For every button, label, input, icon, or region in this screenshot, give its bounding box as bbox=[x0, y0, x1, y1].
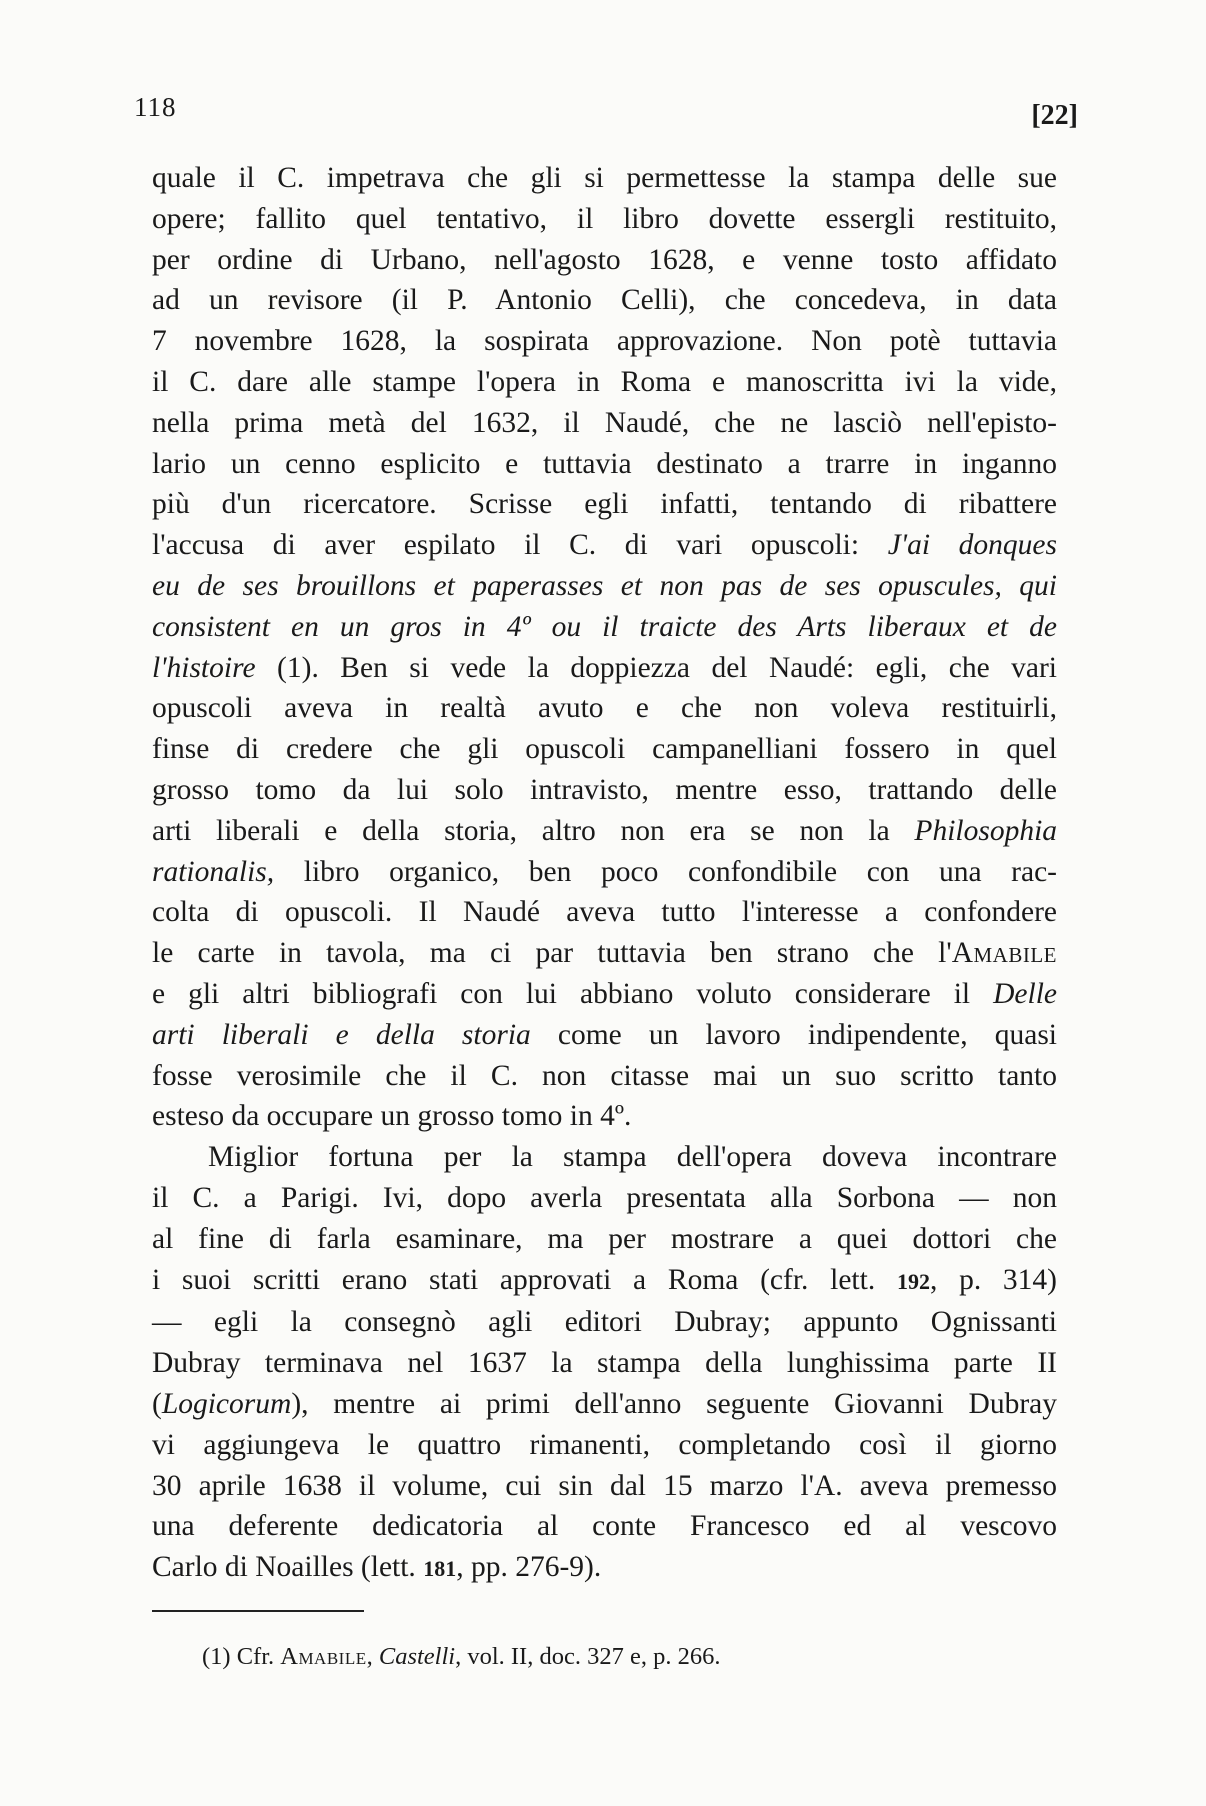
text-segment: e gli altri bibliografi con lui abbiano voluto considerare il bbox=[152, 977, 971, 1010]
text-line: 7 novembre 1628, la sospirata approvazione. Non potè tuttavia bbox=[152, 325, 1057, 358]
text-line bbox=[152, 525, 1057, 566]
text-line: più d'un ricercatore. Scrisse egli infatti, tentando di ribattere bbox=[152, 488, 1057, 521]
small-caps-name: Amabile bbox=[951, 937, 1057, 970]
text-line: vi aggiungeva le quattro rimanenti, completando così il giorno bbox=[152, 1428, 1057, 1461]
text-segment: ), mentre ai primi dell'anno seguente Giovanni Dubray bbox=[291, 1387, 1057, 1420]
text-line: — egli la consegnò agli editori Dubray; appunto Ognissanti bbox=[152, 1306, 1057, 1339]
text-line: nella prima metà del 1632, il Naudé, che ne lasciò nell'episto- bbox=[152, 406, 1057, 439]
text-segment: , p. 314) bbox=[929, 1263, 1058, 1296]
text-line: Dubray terminava nel 1637 la stampa della lunghissima parte II bbox=[152, 1347, 1057, 1380]
text-line: il C. dare alle stampe l'opera in Roma e manoscritta ivi la vide, bbox=[152, 365, 1057, 398]
text-segment: libro organico, ben poco confondibile con una rac- bbox=[303, 855, 1058, 888]
italic-title: rationalis, bbox=[152, 855, 275, 888]
text-segment: le carte in tavola, ma ci par tuttavia ben strano che l' bbox=[152, 937, 952, 970]
italic-title: Logicorum bbox=[161, 1387, 292, 1420]
italic-quotation: l'histoire bbox=[152, 651, 256, 684]
paragraph-1 bbox=[152, 158, 1057, 1137]
text-line: grosso tomo da lui solo intravisto, mentre esso, trattando delle bbox=[152, 773, 1057, 806]
italic-quotation-line: consistent en un gros in 4º ou il traicte des Arts liberaux et de bbox=[152, 610, 1057, 643]
text-segment: , pp. 276-9). bbox=[456, 1551, 602, 1584]
letter-reference: 181 bbox=[423, 1556, 457, 1582]
text-segment: arti liberali e della storia, altro non era se non la bbox=[152, 814, 890, 847]
text-line bbox=[152, 852, 1057, 893]
italic-quotation-line: eu de ses brouillons et paperasses et non pas de ses opuscules, qui bbox=[152, 569, 1057, 602]
text-segment: i suoi scritti erano stati approvati a Roma (cfr. lett. bbox=[152, 1263, 876, 1296]
italic-title: Delle bbox=[993, 977, 1057, 1010]
text-line: il C. a Parigi. Ivi, dopo averla presentata alla Sorbona — non bbox=[152, 1181, 1057, 1214]
footnote-marker: (1) Cfr. bbox=[202, 1643, 275, 1670]
text-line: una deferente dedicatoria al conte Francesco ed al vescovo bbox=[152, 1510, 1057, 1543]
text-line: esteso da occupare un grosso tomo in 4º. bbox=[152, 1100, 632, 1133]
text-line: al fine di farla esaminare, ma per mostrare a quei dottori che bbox=[152, 1222, 1057, 1255]
text-line: opuscoli aveva in realtà avuto e che non voleva restituirli, bbox=[152, 692, 1057, 725]
text-line bbox=[152, 1547, 1057, 1590]
footnote-title: Castelli bbox=[378, 1643, 456, 1670]
text-segment: come un lavoro indipendente, quasi bbox=[557, 1018, 1057, 1051]
text-line: 30 aprile 1638 il volume, cui sin dal 15 marzo l'A. aveva premesso bbox=[152, 1469, 1057, 1502]
text-line: quale il C. impetrava che gli si permettesse la stampa delle sue bbox=[152, 162, 1057, 194]
footnote: (1) Cfr. Amabile, Castelli, vol. II, doc. 327 e, p. 266. bbox=[202, 1643, 721, 1670]
text-segment: Carlo di Noailles (lett. bbox=[152, 1551, 416, 1584]
body-text bbox=[152, 158, 1057, 1590]
text-line: fosse verosimile che il C. non citasse mai un suo scritto tanto bbox=[152, 1059, 1057, 1092]
italic-title: arti liberali e della storia bbox=[152, 1018, 531, 1051]
text-line bbox=[152, 933, 1057, 974]
text-line: colta di opuscoli. Il Naudé aveva tutto l'interesse a confondere bbox=[152, 896, 1057, 929]
text-line bbox=[152, 974, 1057, 1015]
text-line: per ordine di Urbano, nell'agosto 1628, e venne tosto affidato bbox=[152, 243, 1057, 276]
section-number: [22] bbox=[1031, 100, 1078, 131]
text-line: finse di credere che gli opuscoli campanelliani fossero in quel bbox=[152, 733, 1057, 766]
italic-title: Philosophia bbox=[914, 814, 1058, 847]
text-line bbox=[152, 648, 1057, 689]
text-segment: l'accusa di aver espilato il C. di vari opuscoli: bbox=[152, 529, 860, 562]
text-segment: (1). Ben si vede la doppiezza del Naudé: egli, che vari bbox=[277, 651, 1058, 684]
letter-reference: 192 bbox=[896, 1268, 930, 1294]
text-line bbox=[152, 1015, 1057, 1056]
page-number: 118 bbox=[134, 92, 177, 122]
text-line: ad un revisore (il P. Antonio Celli), che concedeva, in data bbox=[152, 284, 1057, 317]
text-line bbox=[152, 811, 1057, 852]
text-line: lario un cenno esplicito e tuttavia destinato a trarre in inganno bbox=[152, 447, 1057, 480]
footnote-rule bbox=[152, 1610, 364, 1612]
text-line: opere; fallito quel tentativo, il libro dovette essergli restituito, bbox=[152, 202, 1057, 235]
text-line bbox=[152, 1260, 1057, 1303]
text-line: Miglior fortuna per la stampa dell'opera doveva incontrare bbox=[208, 1141, 1057, 1174]
text-segment: ( bbox=[152, 1387, 162, 1420]
paragraph-2 bbox=[152, 1137, 1057, 1590]
footnote-author: Amabile bbox=[280, 1643, 367, 1670]
text-line bbox=[152, 1384, 1057, 1425]
italic-quotation: J'ai donques bbox=[887, 529, 1057, 562]
footnote-details: , vol. II, doc. 327 e, p. 266. bbox=[455, 1643, 721, 1670]
